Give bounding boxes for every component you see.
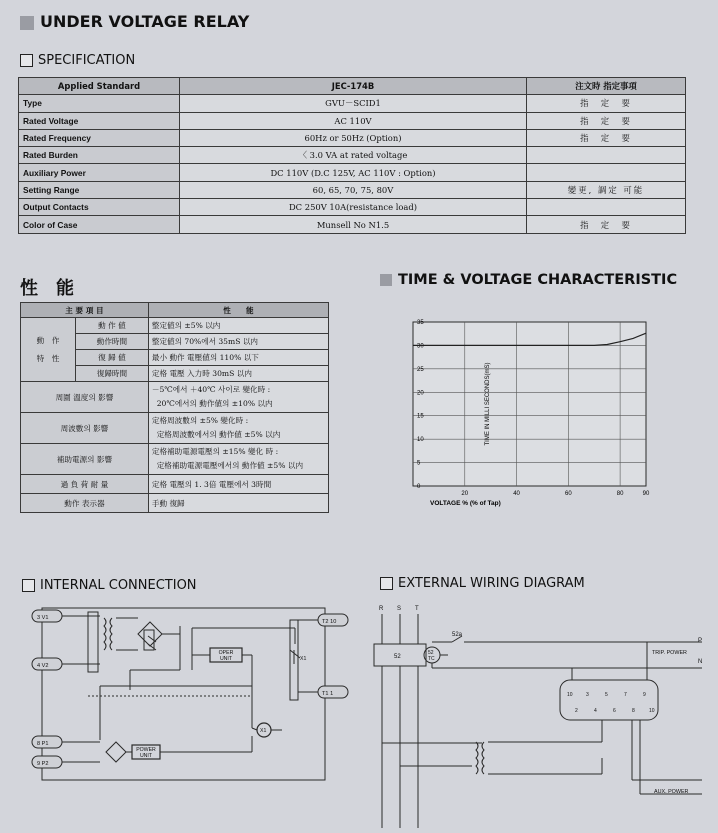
spec-label: Rated Frequency (19, 129, 180, 146)
trip-power-label: TRIP. POWER (652, 650, 687, 656)
chart-x-tick-label: 90 (642, 491, 650, 497)
spec-header-note: 注文時 指定事項 (527, 78, 686, 95)
spec-note (527, 199, 686, 216)
terminal-blocks (32, 610, 348, 768)
external-heading (380, 576, 585, 591)
perf-desc (148, 413, 328, 444)
spec-value: 〈 3.0 VA at rated voltage (180, 147, 527, 164)
socket-pin: 6 (613, 708, 616, 714)
spec-row (19, 216, 686, 233)
spec-note: 指 定 要 (527, 95, 686, 112)
checkbox-square-icon (380, 577, 393, 590)
spec-note: 變更, 調定 可能 (527, 181, 686, 198)
perf-desc (148, 444, 328, 475)
spec-label: Rated Voltage (19, 112, 180, 129)
chart-plot-area (413, 322, 646, 486)
chart-heading (380, 272, 677, 288)
phase-t: T (415, 606, 419, 612)
external-heading-text: EXTERNAL WIRING DIAGRAM (398, 576, 585, 591)
chart-x-tick-label: 60 (564, 491, 572, 497)
chart-x-tick-label: 80 (616, 491, 624, 497)
perf-desc: 定格 電壓의 1. 3倍 電壓에서 3時間 (148, 475, 328, 494)
spec-label: Output Contacts (19, 199, 180, 216)
perf-desc-line: 定格周波數에서의 動作値 ±5% 以内 (156, 430, 281, 439)
oper-unit-line1: OPER (218, 650, 234, 656)
spec-label: Auxiliary Power (19, 164, 180, 181)
socket-pin: 5 (605, 692, 608, 698)
performance-table (20, 302, 329, 513)
perf-item: 周波數의 影響 (21, 413, 149, 444)
internal-heading (22, 578, 197, 593)
power-unit-line1: POWER (136, 747, 156, 753)
chart-y-tick-label: 25 (417, 366, 424, 373)
spec-heading-text: SPECIFICATION (38, 53, 136, 68)
time-voltage-chart (398, 312, 658, 512)
label-x1-coil: X1 (260, 728, 267, 734)
perf-desc-line: 定格周波數의 ±5% 變化時 : (151, 416, 249, 425)
spec-header-standard: JEC-174B (180, 78, 527, 95)
perf-header-desc: 性 能 (148, 303, 328, 318)
internal-wiring (42, 608, 325, 780)
socket-pin: 4 (594, 708, 597, 714)
trip-coil-line2: TC (428, 656, 435, 662)
perf-group-label (21, 318, 76, 382)
perf-header-item: 主 要 項 目 (21, 303, 149, 318)
perf-item: 動作 表示器 (21, 494, 149, 513)
perf-desc: 手動 復歸 (148, 494, 328, 513)
perf-desc-line: 20℃에서의 動作値의 ±10% 以内 (156, 399, 273, 408)
perf-desc: 整定値의 70%에서 35mS 以内 (148, 334, 328, 350)
spec-value: AC 110V (180, 112, 527, 129)
spec-value: DC 250V 10A(resistance load) (180, 199, 527, 216)
external-labels (379, 606, 702, 795)
perf-item: 動作時間 (76, 334, 149, 350)
chart-y-tick-label: 10 (417, 437, 424, 444)
internal-heading-text: INTERNAL CONNECTION (40, 578, 197, 593)
label-x1-contact: X1 (300, 656, 307, 662)
document-title (20, 12, 249, 31)
socket-pin: 9 (643, 692, 646, 698)
perf-desc: 最小 動作 電壓値의 110% 以下 (148, 350, 328, 366)
perf-item: 動 作 値 (76, 318, 149, 334)
spec-note: 指 定 要 (527, 216, 686, 233)
socket-pin: 7 (624, 692, 627, 698)
perf-item: 復歸時間 (76, 366, 149, 382)
perf-desc: 整定値의 ±5% 以内 (148, 318, 328, 334)
checkbox-square-icon (22, 579, 35, 592)
contact-52a: 52a (452, 632, 463, 638)
spec-row (19, 95, 686, 112)
chart-y-tick-label: 15 (417, 413, 424, 420)
spec-note: 指 定 要 (527, 129, 686, 146)
perf-row (21, 494, 329, 513)
chart-x-tick-label: 40 (513, 491, 520, 497)
checkbox-square-icon (20, 54, 33, 67)
chart-y-tick-label: 5 (417, 460, 421, 467)
perf-desc-line: －5℃에서 ＋40℃ 사이로 變化時 : (151, 385, 271, 394)
socket-pin: 2 (575, 708, 578, 714)
label-p: P (698, 638, 703, 644)
spec-note (527, 164, 686, 181)
perf-item: 補助電源의 影響 (21, 444, 149, 475)
socket-pin: 8 (632, 708, 635, 714)
chart-y-tick-label: 35 (417, 320, 424, 326)
chart-y-tick-label: 30 (417, 343, 424, 350)
perf-row (21, 475, 329, 494)
relay-socket (560, 680, 658, 720)
spec-label: Color of Case (19, 216, 180, 233)
internal-connection-diagram (20, 600, 360, 828)
perf-row (21, 318, 329, 334)
label-v1: 3 V1 (37, 615, 49, 621)
power-unit-line2: UNIT (139, 753, 153, 759)
chart-x-tick-label: 20 (461, 491, 469, 497)
spec-label: Type (19, 95, 180, 112)
spec-header-row (19, 78, 686, 95)
perf-row (21, 444, 329, 475)
spec-row (19, 112, 686, 129)
perf-group-line2: 特 性 (36, 353, 60, 363)
chart-y-tick-label: 0 (417, 484, 421, 490)
chart-x-ticks (461, 491, 650, 497)
spec-value: GVU－SCID1 (180, 95, 527, 112)
perf-item: 復 歸 値 (76, 350, 149, 366)
relay-case-outline (42, 608, 325, 780)
label-v2: 4 V2 (37, 663, 49, 669)
label-t2: T2 10 (322, 619, 337, 625)
socket-pin: 3 (586, 692, 589, 698)
external-wiring (374, 614, 702, 828)
socket-pin: 10 (649, 708, 655, 714)
oper-unit-line2: UNIT (219, 656, 233, 662)
title-text: UNDER VOLTAGE RELAY (40, 12, 250, 31)
spec-header-label: Applied Standard (19, 78, 180, 95)
spec-row (19, 129, 686, 146)
label-n: N (698, 659, 703, 665)
spec-value: 60, 65, 70, 75, 80V (180, 181, 527, 198)
perf-desc (148, 382, 328, 413)
spec-label: Setting Range (19, 181, 180, 198)
perf-desc-line: 定格補助電源電壓의 ±15% 變化 時 : (151, 447, 279, 456)
label-p2: 9 P2 (37, 761, 49, 767)
spec-row (19, 147, 686, 164)
spec-heading (20, 53, 135, 68)
perf-row (21, 413, 329, 444)
internal-labels (37, 615, 336, 767)
external-wiring-diagram (372, 598, 712, 830)
perf-row (21, 382, 329, 413)
spec-label: Rated Burden (19, 147, 180, 164)
spec-table (18, 77, 686, 234)
perf-item: 周圍 溫度의 影響 (21, 382, 149, 413)
phase-s: S (397, 606, 402, 612)
perf-heading: 性 能 (20, 278, 74, 299)
chart-xlabel: VOLTAGE % (% of Tap) (430, 500, 501, 507)
spec-row (19, 199, 686, 216)
title-square-icon (20, 16, 34, 30)
label-t1: T1 1 (322, 691, 334, 697)
chart-square-icon (380, 274, 392, 286)
perf-group-line1: 動 作 (36, 335, 60, 345)
trip-coil-line1: 52 (428, 650, 434, 656)
spec-value: Munsell No N1.5 (180, 216, 527, 233)
phase-r: R (379, 606, 384, 612)
aux-power-label: AUX. POWER (654, 789, 689, 795)
chart-ylabel: TIME IN MILLI SECONDS(mS) (485, 362, 491, 446)
label-p1: 8 P1 (37, 741, 49, 747)
chart-heading-text: TIME & VOLTAGE CHARACTERISTIC (398, 272, 678, 288)
spec-value: DC 110V (D.C 125V, AC 110V : Option) (180, 164, 527, 181)
perf-desc: 定格 電壓 入力時 30mS 以内 (148, 366, 328, 382)
perf-desc-line: 定格補助電源電壓에서의 動作値 ±5% 以内 (156, 461, 304, 470)
spec-value: 60Hz or 50Hz (Option) (180, 129, 527, 146)
spec-row (19, 181, 686, 198)
spec-note: 指 定 要 (527, 112, 686, 129)
breaker-label: 52 (394, 654, 401, 660)
perf-item: 過 負 荷 耐 量 (21, 475, 149, 494)
socket-pin: 10 (567, 692, 573, 698)
perf-header-row (21, 303, 329, 318)
spec-row (19, 164, 686, 181)
spec-note (527, 147, 686, 164)
chart-y-tick-label: 20 (417, 390, 424, 397)
